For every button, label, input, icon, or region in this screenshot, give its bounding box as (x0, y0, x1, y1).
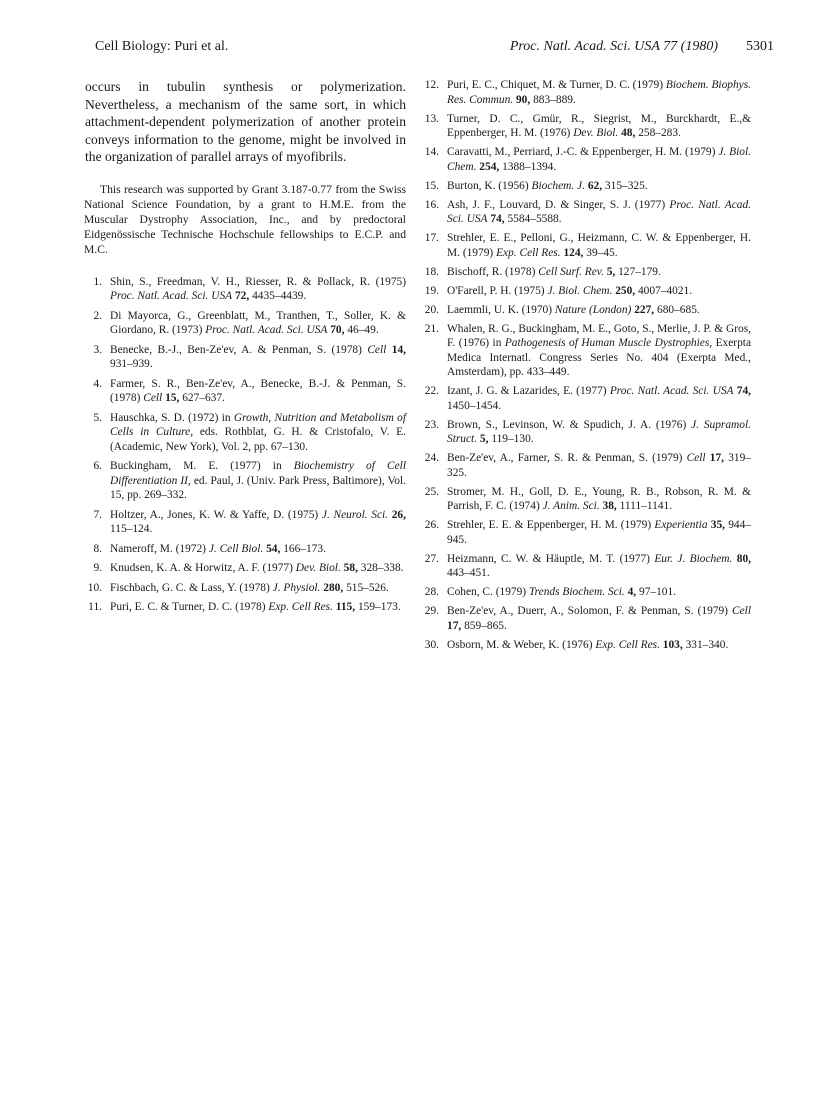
reference-item (84, 508, 406, 537)
reference-authors: Strehler, E. E., Pelloni, G., Heizmann, C. W. & Eppenberger, H. M. (1979) (447, 232, 751, 259)
reference-title: Exp. Cell Res. (496, 246, 561, 259)
reference-authors: Shin, S., Freedman, V. H., Riesser, R. & Pollack, R. (1975) (110, 275, 406, 288)
reference-authors: Cohen, C. (1979) (447, 586, 527, 598)
reference-number: 13. (424, 112, 439, 125)
reference-item (421, 322, 751, 380)
reference-title: Cell (143, 392, 163, 404)
reference-pages: 1388–1394. (502, 160, 557, 173)
reference-volume: 74, (736, 385, 751, 397)
reference-pages: 1450–1454. (447, 399, 502, 412)
reference-item (84, 411, 406, 455)
reference-volume: 5, (606, 265, 616, 278)
reference-title: Biochem. J. (531, 179, 585, 192)
reference-pages: 1111–1141. (619, 500, 673, 512)
reference-pages: ed. Paul, J. (Univ. Park Press, Baltimore), Vol. 15, pp. 269–332. (110, 474, 406, 501)
reference-volume: 70, (330, 324, 345, 336)
reference-title: Biochem. Biophys. Res. Commun. (447, 79, 751, 106)
body-paragraph: occurs in tubulin synthesis or polymerization. Nevertheless, a mechanism of the same sort, in which attachment-dependent polymerization of another protein conveys information to the genome, might be involved in the organization of parallel arrays of myofibrils. (85, 79, 406, 164)
reference-authors: Knudsen, K. A. & Horwitz, A. F. (1977) (110, 562, 293, 574)
reference-pages: 331–340. (685, 638, 729, 651)
reference-number: 8. (93, 542, 102, 555)
reference-number: 19. (424, 284, 439, 297)
reference-item (421, 265, 751, 280)
reference-item (421, 303, 751, 318)
reference-title: Dev. Biol. (295, 562, 341, 574)
reference-number: 21. (424, 322, 439, 335)
reference-title: Proc. Natl. Acad. Sci. USA (110, 290, 233, 302)
reference-item (421, 418, 751, 447)
reference-number: 20. (424, 303, 439, 316)
reference-title: J. Neurol. Sci. (321, 508, 389, 521)
reference-volume: 35, (710, 519, 725, 531)
right-column (421, 78, 751, 657)
reference-number: 29. (424, 605, 439, 617)
reference-volume: 115, (335, 601, 356, 613)
reference-pages: 944–945. (447, 519, 751, 546)
reference-authors: Whalen, R. G., Buckingham, M. E., Goto, S., Merlie, J. P. & Gros, F. (1976) (447, 322, 751, 349)
reference-pages: 119–130. (491, 433, 534, 445)
reference-title: Nature (London) (554, 303, 632, 316)
reference-number: 2. (93, 309, 102, 322)
reference-pages: 115–124. (110, 523, 153, 535)
reference-pages: 4007–4021. (637, 284, 693, 297)
reference-item (84, 600, 406, 615)
reference-authors: Puri, E. C., Chiquet, M. & Turner, D. C. (1979) (447, 79, 664, 91)
reference-number: 23. (424, 418, 439, 431)
reference-title: Cell (367, 343, 387, 356)
reference-volume: 103, (662, 638, 683, 651)
reference-pages: 39–45. (586, 246, 618, 259)
reference-item (421, 78, 751, 107)
reference-item (421, 231, 751, 260)
reference-authors: Benecke, B.-J., Ben-Ze'ev, A. & Penman, S. (1978) (110, 343, 362, 356)
reference-title: Experientia (654, 519, 708, 531)
left-column (84, 78, 406, 620)
reference-pages: 443–451. (447, 567, 490, 579)
reference-number: 17. (424, 232, 439, 244)
reference-connector: in (489, 337, 505, 349)
reference-title: Exp. Cell Res. (595, 638, 660, 651)
reference-pages: 859–865. (464, 619, 507, 632)
reference-number: 30. (424, 638, 439, 651)
reference-authors: Fischbach, G. C. & Lass, Y. (1978) (110, 581, 270, 594)
reference-authors: Nameroff, M. (1972) (110, 542, 206, 555)
reference-authors: Buckingham, M. E. (1977) (110, 460, 261, 472)
reference-authors: Ben-Ze'ev, A., Duerr, A., Solomon, F. & Penman, S. (1979) (447, 605, 728, 617)
reference-volume: 254, (479, 160, 500, 173)
reference-number: 26. (424, 519, 439, 531)
running-head-journal (510, 38, 774, 56)
reference-pages: 97–101. (639, 586, 677, 598)
reference-authors: Burton, K. (1956) (447, 179, 529, 192)
reference-pages: 258–283. (638, 127, 681, 139)
reference-item (84, 459, 406, 503)
reference-item (84, 275, 406, 304)
reference-volume: 54, (266, 542, 281, 555)
reference-item (421, 284, 751, 299)
reference-authors: Farmer, S. R., Ben-Ze'ev, A., Benecke, B.-J. & Penman, S. (1978) (110, 377, 406, 404)
reference-volume: 38, (602, 500, 617, 512)
reference-title: Exp. Cell Res. (268, 601, 333, 613)
reference-item (421, 485, 751, 514)
reference-volume: 90, (515, 93, 531, 106)
reference-pages: 5584–5588. (507, 213, 562, 225)
reference-pages: 931–939. (110, 358, 153, 370)
reference-pages: 159–173. (357, 601, 401, 613)
reference-number: 12. (424, 79, 439, 91)
reference-item (421, 638, 751, 653)
reference-number: 22. (424, 385, 439, 397)
reference-title: J. Biol. Chem. (447, 146, 751, 173)
reference-pages: 319–325. (447, 452, 751, 479)
reference-volume: 14, (391, 343, 406, 356)
reference-authors: Holtzer, A., Jones, K. W. & Yaffe, D. (1975) (110, 508, 319, 521)
reference-volume: 17, (709, 452, 725, 464)
reference-volume: 17, (447, 619, 462, 632)
reference-title: Cell (732, 605, 751, 617)
reference-pages: Exerpta Medica Internatl. Congress Series No. 404 (Exerpta Med., Amsterdam), pp. 433–449. (447, 337, 751, 378)
reference-title: Pathogenesis of Human Muscle Dystrophies, (504, 337, 713, 349)
reference-title: Trends Biochem. Sci. (528, 586, 625, 598)
reference-authors: Strehler, E. E. & Eppenberger, H. M. (1979) (447, 519, 652, 531)
reference-item (421, 179, 751, 194)
reference-number: 24. (424, 452, 439, 464)
reference-title: Growth, Nutrition and Metabolism of Cells in Culture, (110, 411, 406, 438)
reference-pages: 627–637. (182, 392, 225, 404)
reference-volume: 26, (391, 508, 406, 521)
reference-item (421, 518, 751, 547)
reference-number: 28. (424, 586, 439, 598)
reference-number: 11. (88, 601, 102, 613)
reference-number: 4. (93, 377, 102, 390)
reference-title: Eur. J. Biochem. (654, 552, 733, 565)
reference-pages: 4435–4439. (252, 290, 307, 302)
reference-volume: 227, (634, 303, 655, 316)
reference-pages: 680–685. (657, 303, 700, 316)
reference-number: 1. (93, 275, 102, 288)
acknowledgment: This research was supported by Grant 3.187-0.77 from the Swiss National Science Foundation, by a grant to H.M.E. from the Muscular Dystrophy Association, Inc., and by predoctoral Eidgenössische Technische Hochschule fellowships to E.C.P. and M.C. (84, 182, 406, 256)
reference-connector: in (218, 411, 234, 424)
reference-title: Dev. Biol. (573, 127, 619, 139)
reference-number: 14. (424, 146, 439, 158)
reference-volume: 48, (621, 127, 636, 139)
reference-number: 18. (424, 265, 439, 278)
reference-item (84, 377, 406, 406)
reference-item (421, 384, 751, 413)
reference-volume: 15, (165, 392, 180, 404)
reference-volume: 58, (343, 562, 358, 574)
reference-item (84, 561, 406, 576)
reference-item (421, 451, 751, 480)
reference-title: Biochemistry of Cell Differentiation II, (110, 460, 407, 487)
reference-volume: 62, (587, 179, 603, 192)
reference-authors: Hauschka, S. D. (1972) (110, 411, 219, 424)
reference-title: J. Physiol. (272, 581, 321, 594)
reference-volume: 72, (234, 290, 250, 302)
reference-item (421, 145, 751, 174)
reference-authors: Puri, E. C. & Turner, D. C. (1978) (110, 601, 266, 613)
reference-pages: eds. Rothblat, G. H. & Cristofalo, V. E. (Academic, New York), Vol. 2, pp. 67–130. (110, 426, 406, 453)
reference-volume: 124, (563, 246, 584, 259)
reference-pages: 883–889. (533, 93, 576, 106)
reference-title: Cell Surf. Rev. (538, 265, 604, 278)
reference-pages: 315–325. (604, 179, 648, 192)
running-head-section: Cell Biology: Puri et al. (95, 39, 229, 54)
reference-authors: Ash, J. F., Louvard, D. & Singer, S. J. (1977) (447, 198, 666, 211)
reference-title: Proc. Natl. Acad. Sci. USA (205, 324, 328, 336)
reference-number: 27. (424, 552, 439, 565)
reference-authors: Heizmann, C. W. & Häuptle, M. T. (1977) (447, 552, 650, 565)
reference-authors: Turner, D. C., Gmür, R., Siegrist, M., Burckhardt, E.,& Eppenberger, H. M. (1976) (447, 112, 751, 139)
reference-number: 3. (93, 343, 102, 356)
page-number: 5301 (746, 39, 774, 54)
reference-authors: Brown, S., Levinson, W. & Spudich, J. A. (1976) (447, 418, 687, 431)
reference-pages: 166–173. (283, 542, 326, 555)
reference-authors: Ben-Ze'ev, A., Farner, S. R. & Penman, S. (1979) (447, 452, 683, 464)
journal-citation: Proc. Natl. Acad. Sci. USA 77 (1980) (509, 39, 718, 54)
reference-volume: 80, (736, 552, 752, 565)
reference-volume: 74, (490, 213, 505, 225)
reference-number: 6. (93, 460, 102, 472)
reference-title: Cell (686, 452, 706, 464)
reference-item (421, 585, 751, 600)
reference-volume: 4, (627, 586, 637, 598)
reference-item (84, 542, 406, 557)
reference-authors: Izant, J. G. & Lazarides, E. (1977) (447, 385, 607, 397)
reference-item (421, 552, 751, 581)
reference-authors: Osborn, M. & Weber, K. (1976) (447, 638, 593, 651)
reference-title: Proc. Natl. Acad. Sci. USA (609, 385, 734, 397)
reference-number: 25. (424, 485, 439, 498)
reference-item (421, 198, 751, 227)
reference-item (84, 581, 406, 596)
reference-volume: 250, (615, 284, 636, 297)
reference-authors: Bischoff, R. (1978) (447, 265, 536, 278)
reference-title: J. Anim. Sci. (542, 500, 600, 512)
reference-pages: 127–179. (618, 265, 661, 278)
reference-item (84, 343, 406, 372)
reference-title: J. Cell Biol. (208, 542, 264, 555)
reference-number: 10. (87, 581, 102, 594)
reference-pages: 515–526. (346, 581, 389, 594)
reference-pages: 328–338. (360, 562, 404, 574)
reference-authors: Stromer, M. H., Goll, D. E., Young, R. B., Robson, R. M. & Parrish, F. C. (1974) (447, 485, 751, 512)
reference-item (421, 112, 751, 141)
reference-connector: in (260, 460, 294, 472)
reference-item (421, 604, 751, 633)
reference-title: J. Biol. Chem. (547, 284, 613, 297)
reference-number: 15. (424, 179, 439, 192)
reference-list-right (421, 78, 751, 652)
reference-authors: Caravatti, M., Perriard, J.-C. & Eppenberger, H. M. (1979) (447, 146, 716, 158)
reference-volume: 5, (479, 433, 489, 445)
reference-volume: 280, (323, 581, 344, 594)
reference-number: 16. (424, 198, 439, 211)
reference-number: 9. (93, 562, 102, 574)
reference-number: 5. (93, 411, 102, 424)
reference-item (84, 309, 406, 338)
reference-title: Proc. Natl. Acad. Sci. USA (447, 198, 751, 225)
reference-authors: O'Farell, P. H. (1975) (447, 284, 545, 297)
reference-authors: Di Mayorca, G., Greenblatt, M., Tranthen, T., Soller, K. & Giordano, R. (1973) (110, 309, 406, 336)
reference-list-left (84, 275, 406, 615)
reference-number: 7. (93, 508, 102, 521)
reference-pages: 46–49. (347, 324, 379, 336)
reference-authors: Laemmli, U. K. (1970) (447, 303, 553, 316)
reference-title: J. Supramol. Struct. (447, 418, 751, 445)
